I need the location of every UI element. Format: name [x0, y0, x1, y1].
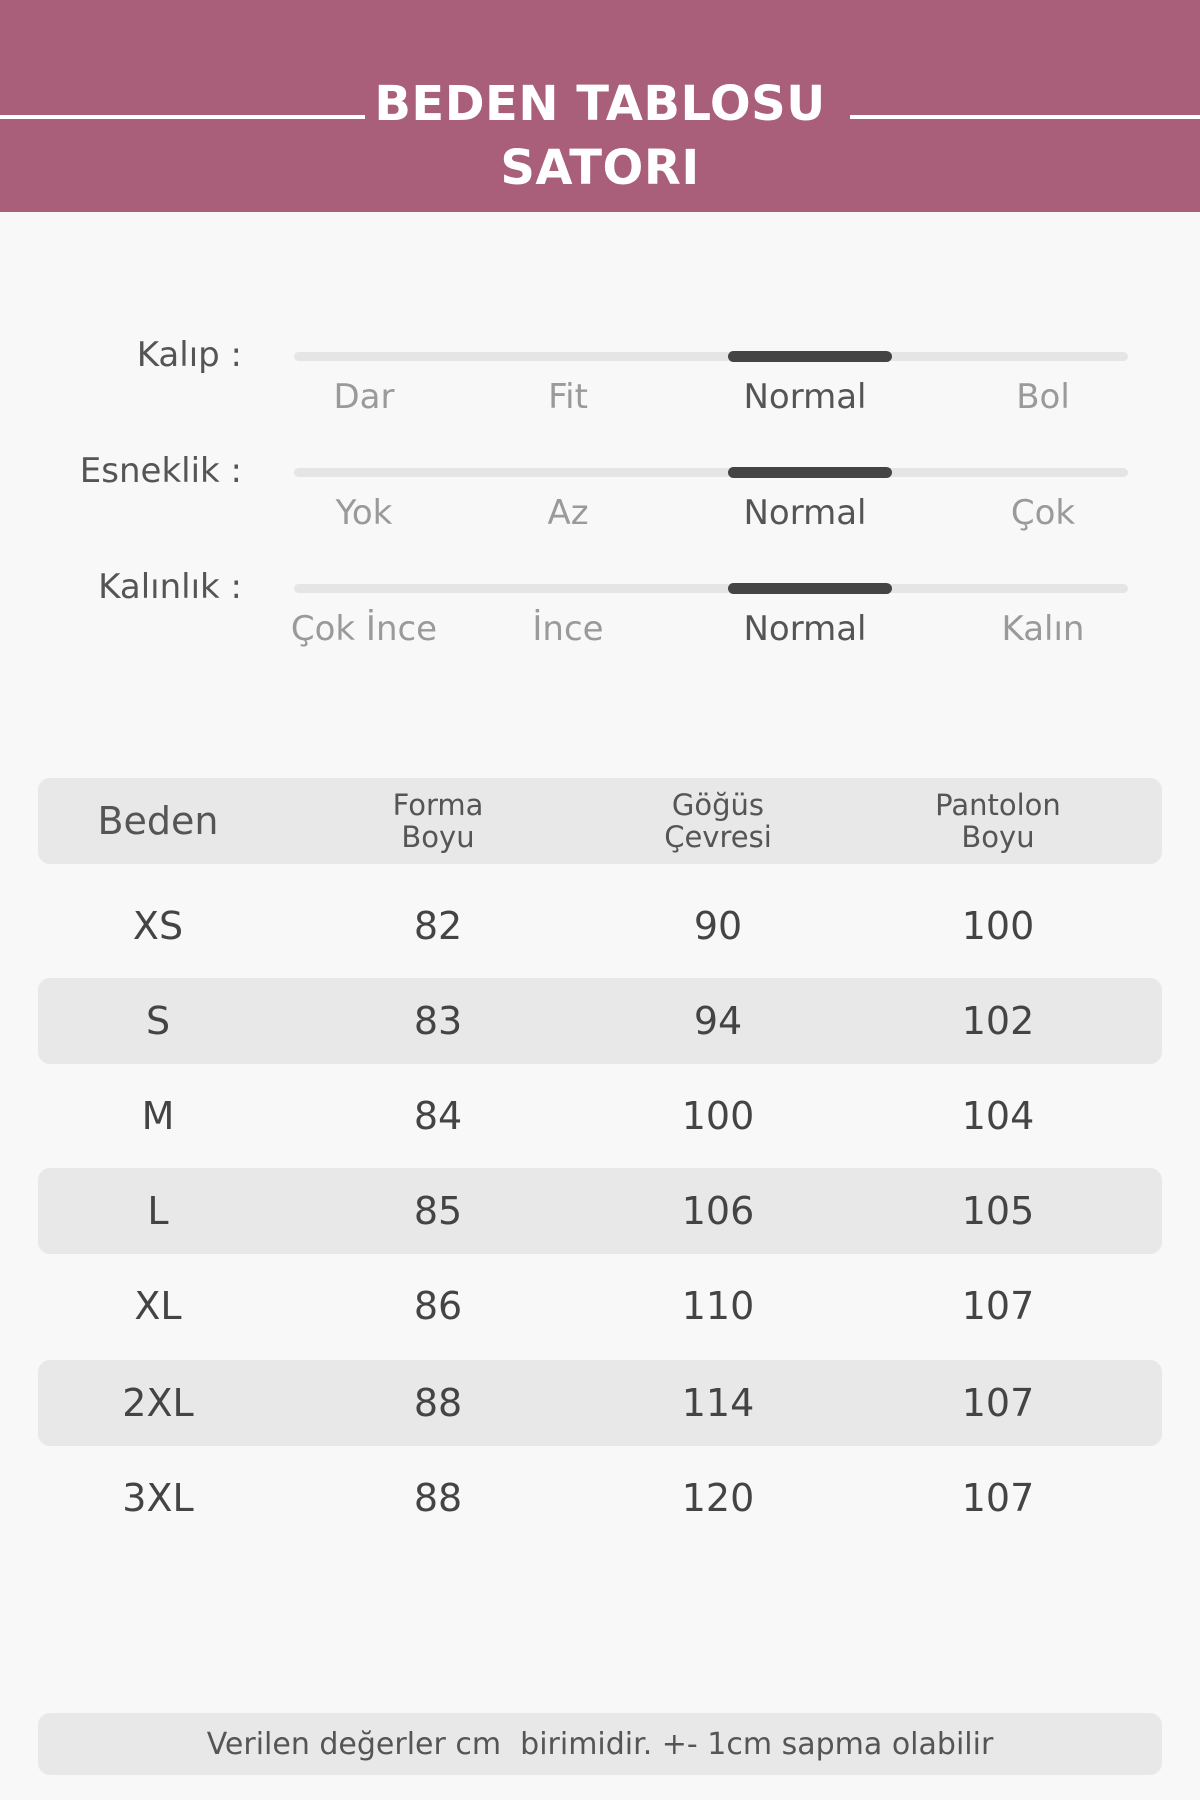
- title-line-1: BEDEN TABLOSU: [374, 76, 826, 132]
- column-header-forma-boyu: [298, 778, 578, 864]
- scale-kalinlik: [0, 567, 1200, 657]
- cell-pantolon-boyu: 107: [961, 1381, 1035, 1425]
- table-row: [38, 1263, 1162, 1349]
- scale-track: [294, 584, 1128, 593]
- column-header-gogus-cevresi: [578, 778, 858, 864]
- page-title: [0, 72, 1200, 200]
- cell-pantolon-boyu: 107: [961, 1284, 1035, 1328]
- cell-size: XS: [132, 904, 184, 948]
- scale-option-dar: Dar: [333, 377, 395, 417]
- column-header-line: Göğüs: [671, 788, 765, 822]
- table-row: [38, 1360, 1162, 1446]
- cell-pantolon-boyu: 105: [961, 1189, 1035, 1233]
- column-header-line: Pantolon: [935, 788, 1061, 822]
- cell-size: XL: [134, 1284, 182, 1328]
- cell-gogus-cevresi: 106: [681, 1189, 755, 1233]
- scale-option-yok: Yok: [335, 493, 393, 533]
- scale-option-kalin: Kalın: [1001, 609, 1085, 649]
- table-row: [38, 1073, 1162, 1159]
- scale-option-cok-ince: Çok İnce: [290, 609, 438, 649]
- size-table-header: [38, 778, 1162, 864]
- cell-forma-boyu: 82: [413, 904, 463, 948]
- column-header-beden: [18, 778, 298, 864]
- scale-track: [294, 352, 1128, 361]
- scale-option-normal: Normal: [743, 377, 867, 417]
- cell-forma-boyu: 88: [413, 1381, 463, 1425]
- cell-pantolon-boyu: 107: [961, 1476, 1035, 1520]
- scale-label: Esneklik :: [79, 451, 242, 491]
- cell-gogus-cevresi: 114: [681, 1381, 755, 1425]
- cell-pantolon-boyu: 100: [961, 904, 1035, 948]
- scale-label: Kalıp :: [136, 335, 242, 375]
- cell-gogus-cevresi: 94: [693, 999, 743, 1043]
- cell-forma-boyu: 84: [413, 1094, 463, 1138]
- table-row: [38, 978, 1162, 1064]
- scale-option-fit: Fit: [548, 377, 588, 417]
- column-header-text: Beden: [97, 799, 219, 843]
- cell-size: L: [147, 1189, 169, 1233]
- scale-indicator: [728, 351, 892, 362]
- column-header-line: Çevresi: [664, 820, 772, 854]
- table-row: [38, 1455, 1162, 1541]
- cell-size: S: [145, 999, 171, 1043]
- scale-kalip: [0, 335, 1200, 425]
- cell-forma-boyu: 86: [413, 1284, 463, 1328]
- scale-label: Kalınlık :: [98, 567, 242, 607]
- cell-gogus-cevresi: 90: [693, 904, 743, 948]
- column-header-line: Boyu: [961, 820, 1035, 854]
- cell-gogus-cevresi: 100: [681, 1094, 755, 1138]
- cell-size: 3XL: [122, 1476, 194, 1520]
- scale-option-bol: Bol: [1016, 377, 1070, 417]
- scale-option-cok: Çok: [1010, 493, 1076, 533]
- scale-indicator: [728, 467, 892, 478]
- scale-track: [294, 468, 1128, 477]
- scale-option-az: Az: [547, 493, 589, 533]
- scale-option-normal: Normal: [743, 609, 867, 649]
- cell-forma-boyu: 85: [413, 1189, 463, 1233]
- cell-forma-boyu: 83: [413, 999, 463, 1043]
- cell-size: 2XL: [122, 1381, 194, 1425]
- column-header-pantolon-boyu: [858, 778, 1138, 864]
- measurement-note: Verilen değerler cm birimidir. +- 1cm sapma olabilir: [38, 1713, 1162, 1775]
- column-header-line: Boyu: [401, 820, 475, 854]
- header-banner: [0, 0, 1200, 212]
- scale-indicator: [728, 583, 892, 594]
- cell-forma-boyu: 88: [413, 1476, 463, 1520]
- column-header-line: Forma: [392, 788, 484, 822]
- cell-pantolon-boyu: 104: [961, 1094, 1035, 1138]
- table-row: [38, 1168, 1162, 1254]
- scale-option-normal: Normal: [743, 493, 867, 533]
- scale-option-ince: İnce: [532, 609, 604, 649]
- cell-pantolon-boyu: 102: [961, 999, 1035, 1043]
- cell-gogus-cevresi: 110: [681, 1284, 755, 1328]
- title-line-2: SATORI: [500, 140, 700, 196]
- table-row: [38, 883, 1162, 969]
- cell-size: M: [141, 1094, 175, 1138]
- cell-gogus-cevresi: 120: [681, 1476, 755, 1520]
- scale-esneklik: [0, 451, 1200, 541]
